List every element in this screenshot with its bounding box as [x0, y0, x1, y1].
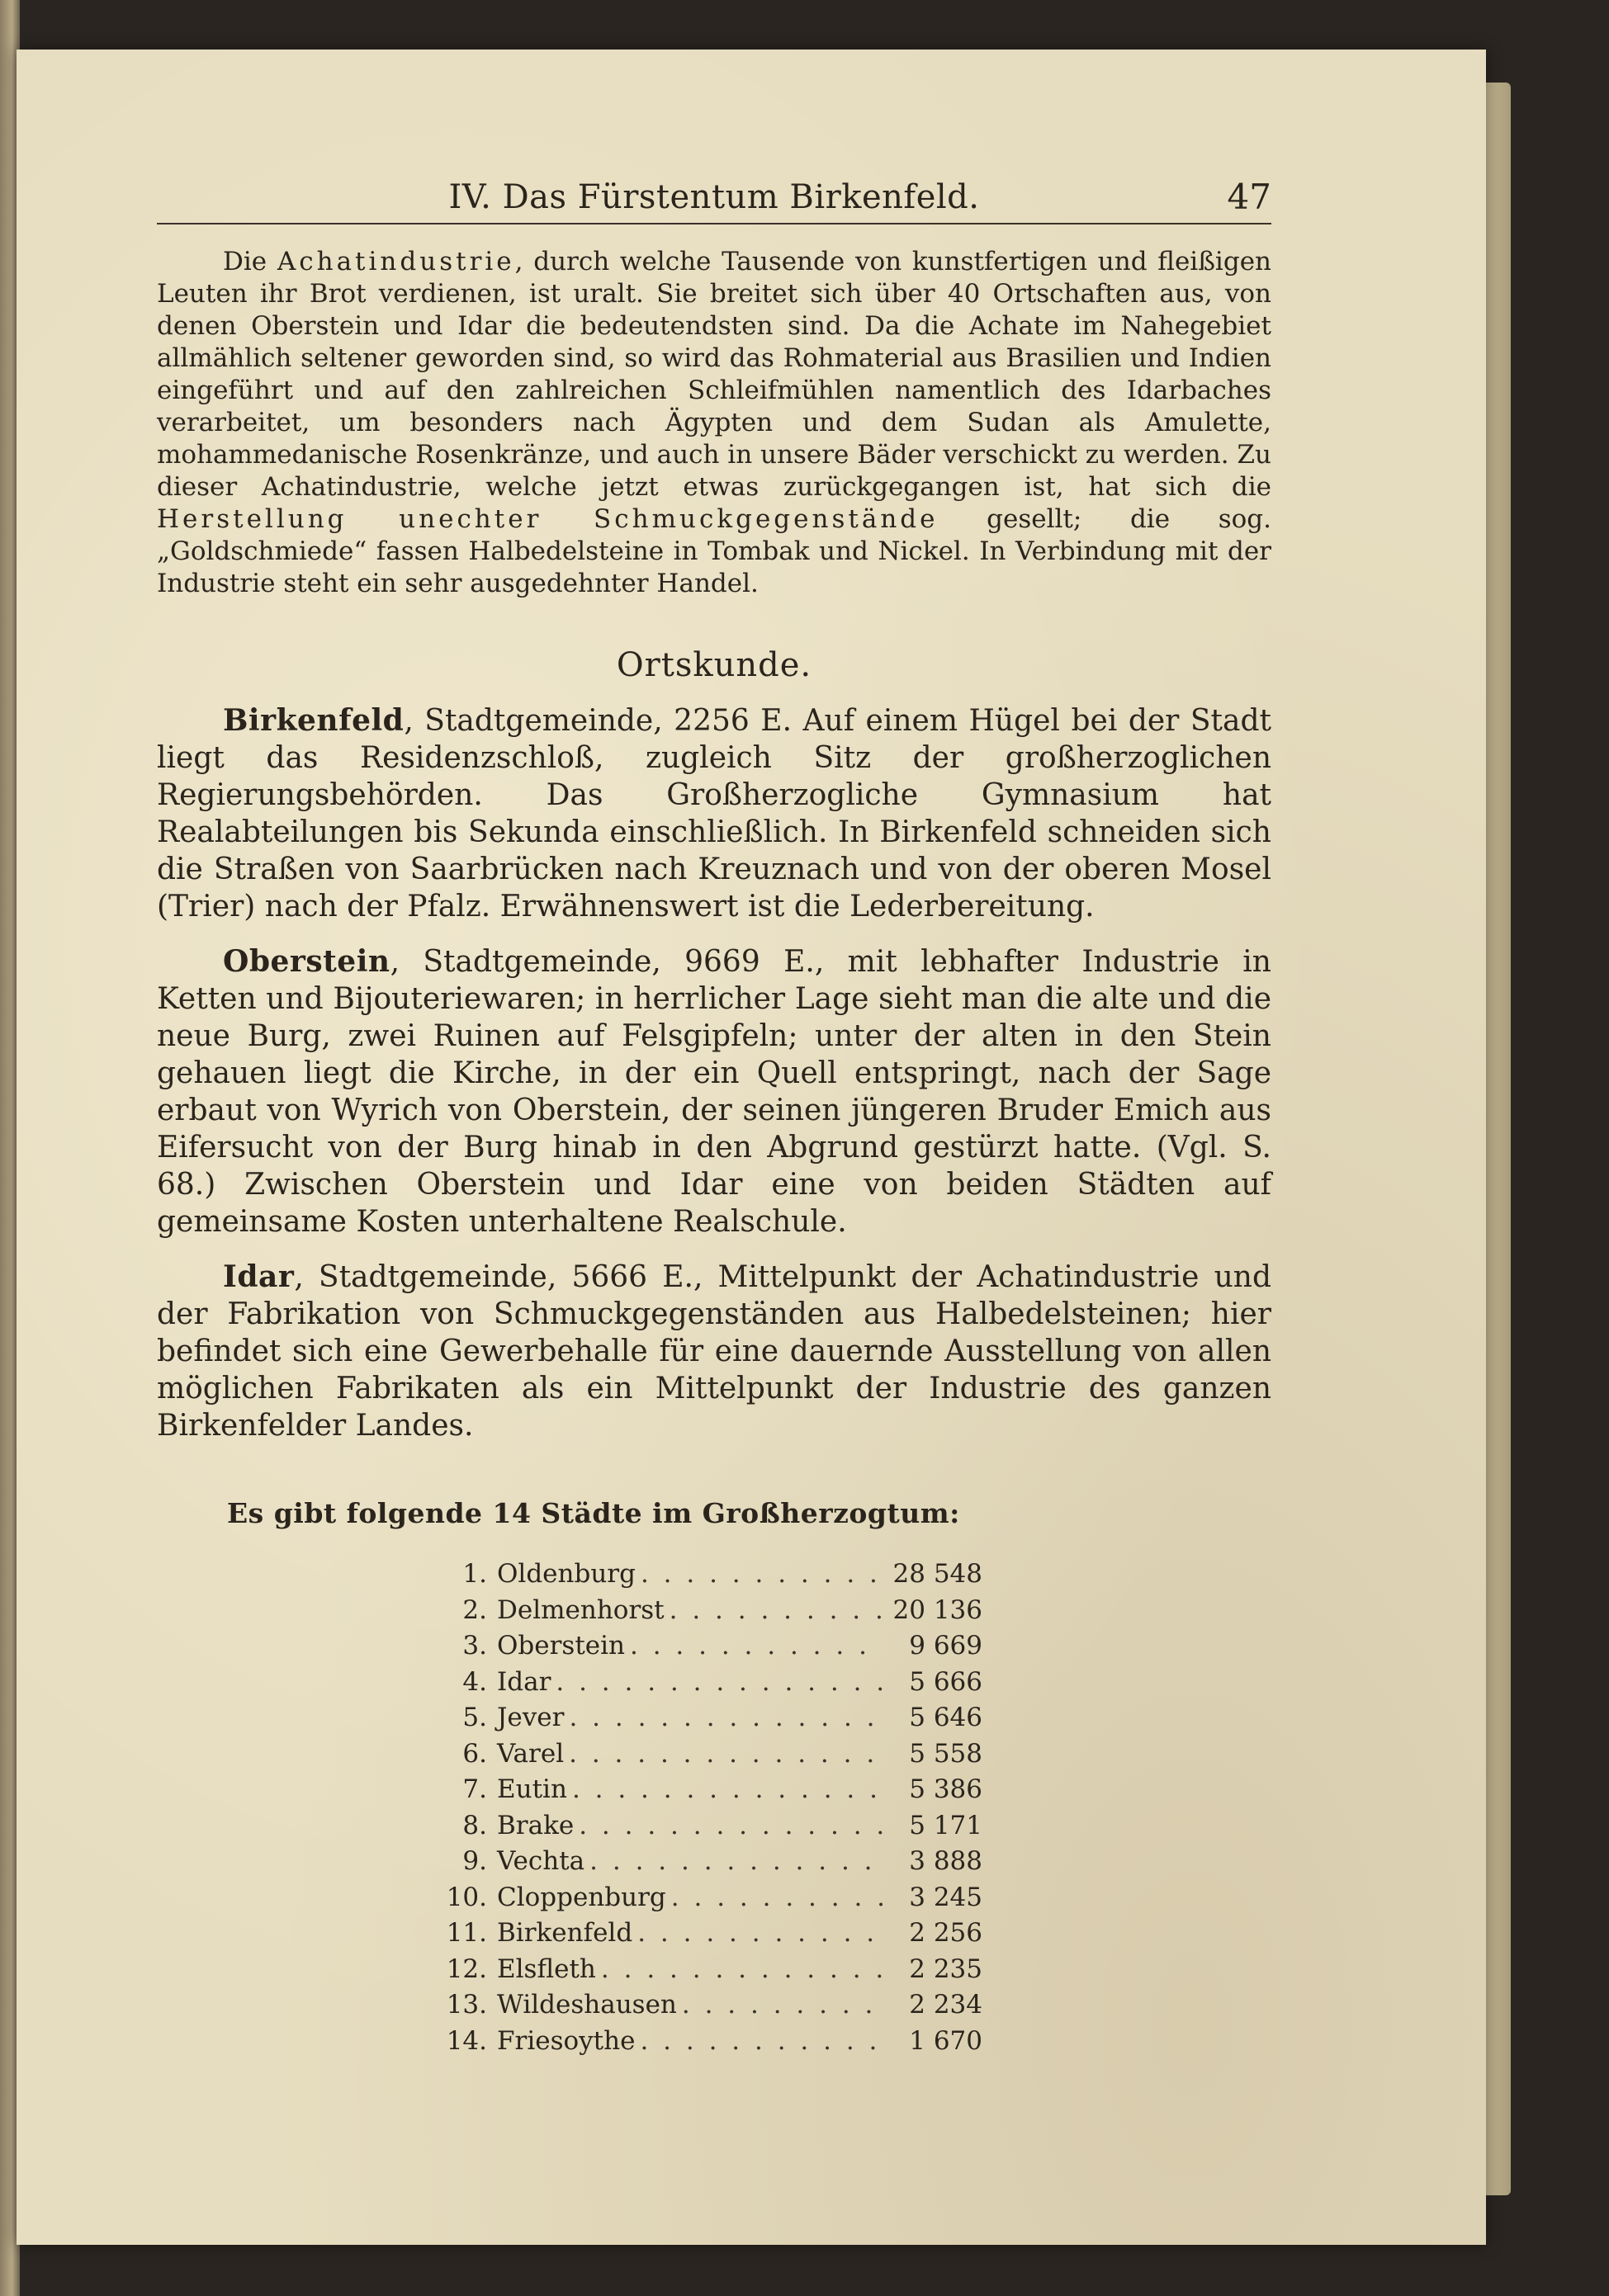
town-rank: 12.: [446, 1953, 487, 1984]
town-rank: 4.: [462, 1666, 487, 1697]
leader-dots: [641, 1559, 883, 1589]
town-rank: 8.: [462, 1810, 487, 1840]
town-population: 2 256: [909, 1918, 982, 1948]
town-rank: 7.: [462, 1774, 487, 1804]
town-rank: 1.: [462, 1559, 487, 1589]
leader-dots: [589, 1846, 883, 1876]
town-rank: 14.: [446, 2025, 487, 2056]
town-rank: 3.: [462, 1631, 487, 1661]
town-population: 5 666: [909, 1666, 982, 1697]
town-population: 5 386: [909, 1774, 982, 1804]
intro-lead: Die: [223, 247, 267, 276]
leader-dots: [579, 1811, 883, 1840]
header-title: IV. Das Fürstentum Birkenfeld.: [448, 178, 980, 216]
town-population: 5 558: [909, 1738, 982, 1769]
town-rank: 6.: [462, 1738, 487, 1769]
intro-paragraph: [157, 246, 1271, 600]
town-population: 5 171: [909, 1810, 982, 1840]
leader-dots: [601, 1954, 883, 1984]
list-item: [429, 2026, 982, 2062]
place-text: , Stadtgemeinde, 2256 E. Auf einem Hügel bei der Stadt liegt das Residenzschloß, zugleich Sitz der großherzoglichen Regierungsbehörden. Das Großherzogliche Gymnasium hat Realabteilungen bis Sekunda einschließlich. In Birkenfeld schneiden sich die Straßen von Saarbrücken nach Kreuznach und von der oberen Mosel (Trier) nach der Pfalz. Erwähnenswert ist die Lederbereitung.: [157, 704, 1271, 924]
list-item: [429, 1703, 982, 1739]
town-name: Oldenburg: [497, 1559, 636, 1589]
town-population: 9 669: [909, 1631, 982, 1661]
town-rank: 5.: [462, 1703, 487, 1732]
list-item: [429, 1631, 982, 1667]
town-population: 3 888: [909, 1846, 982, 1876]
leader-dots: [640, 2026, 883, 2056]
section-heading: Ortskunde.: [616, 646, 812, 684]
leader-dots: [637, 1918, 883, 1948]
town-name: Elsfleth: [497, 1953, 596, 1984]
list-item: [429, 1883, 982, 1919]
intro-spaced-term: Achatindustrie: [277, 247, 515, 276]
town-population: 2 235: [909, 1953, 982, 1984]
town-name: Cloppenburg: [497, 1882, 666, 1912]
town-population: 3 245: [909, 1882, 982, 1912]
town-name: Idar: [497, 1666, 551, 1697]
place-name: Idar: [223, 1259, 295, 1294]
page-content: [157, 173, 1271, 2062]
town-rank: 2.: [462, 1594, 487, 1625]
town-rank: 9.: [462, 1846, 487, 1876]
town-rank: 13.: [446, 1990, 487, 2020]
place-text: , Stadtgemeinde, 5666 E., Mittelpunkt der Achatindustrie und der Fabrikation von Schmuckgegenständen aus Halbedelsteinen; hier befindet sich eine Gewerbehalle für eine dauernde Ausstellung von allen möglichen Fabrikaten als ein Mittelpunkt der Industrie des ganzen Birkenfelder Landes.: [157, 1260, 1271, 1443]
town-name: Jever: [497, 1703, 565, 1732]
list-item: [429, 1595, 982, 1632]
town-name: Wildeshausen: [497, 1990, 677, 2020]
list-item: [429, 1811, 982, 1847]
towns-heading: Es gibt folgende 14 Städte im Großherzogtum:: [227, 1497, 960, 1529]
town-name: Oberstein: [497, 1631, 626, 1661]
place-entry-idar: [157, 1259, 1271, 1444]
list-item: [429, 1667, 982, 1703]
leader-dots: [556, 1667, 883, 1697]
intro-spaced-term-2: Herstellung unechter Schmuckgegenstände: [157, 504, 939, 534]
list-item: [429, 1774, 982, 1811]
town-name: Brake: [497, 1810, 575, 1840]
leader-dots: [671, 1883, 883, 1912]
list-item: [429, 1954, 982, 1991]
town-population: 5 646: [909, 1703, 982, 1732]
list-item: [429, 1559, 982, 1595]
towns-list: [429, 1559, 982, 2062]
leader-dots: [682, 1990, 883, 2020]
leader-dots: [569, 1739, 883, 1769]
leader-dots: [630, 1631, 883, 1661]
intro-text-2: gesellt; die sog. „Goldschmiede“ fassen Halbedelsteine in Tombak und Nickel. In Verbindung mit der Industrie steht ein sehr ausgedehnter Handel.: [157, 504, 1271, 598]
list-item: [429, 1739, 982, 1775]
town-population: 20 136: [892, 1594, 982, 1625]
running-header: [157, 173, 1271, 224]
place-entry-birkenfeld: [157, 702, 1271, 925]
list-item: [429, 1846, 982, 1883]
town-name: Friesoythe: [497, 2025, 636, 2056]
page-number: 47: [1227, 177, 1271, 217]
place-entry-oberstein: [157, 943, 1271, 1240]
town-rank: 11.: [446, 1918, 487, 1948]
book-page: [17, 50, 1486, 2245]
town-name: Birkenfeld: [497, 1918, 633, 1948]
town-name: Vechta: [497, 1846, 585, 1876]
place-text: , Stadtgemeinde, 9669 E., mit lebhafter Industrie in Ketten und Bijouteriewaren; in herrlicher Lage sieht man die alte und die neue Burg, zwei Ruinen auf Felsgipfeln; unter der alten in den Stein gehauen liegt die Kirche, in der ein Quell entspringt, nach der Sage erbaut von Wyrich von Oberstein, der seinen jüngeren Bruder Emich aus Eifersucht von der Burg hinab in den Abgrund gestürzt hatte. (Vgl. S. 68.) Zwischen Oberstein und Idar eine von beiden Städten auf gemeinsame Kosten unterhaltene Realschule.: [157, 945, 1271, 1239]
town-population: 28 548: [892, 1559, 982, 1589]
place-name: Oberstein: [223, 944, 390, 979]
town-name: Varel: [497, 1738, 565, 1769]
list-item: [429, 1918, 982, 1954]
place-name: Birkenfeld: [223, 703, 405, 738]
intro-text-1: , durch welche Tausende von kunstfertigen und fleißigen Leuten ihr Brot verdienen, ist uralt. Sie breitet sich über 40 Ortschaften aus, von denen Oberstein und Idar die bedeutendsten sind. Da die Achate im Nahegebiet allmählich seltener geworden sind, so wird das Rohmaterial aus Brasilien und Indien eingeführt und auf den zahlreichen Schleifmühlen namentlich des Idarbaches verarbeitet, um besonders nach Ägypten und dem Sudan als Amulette, mohammedanische Rosenkränze, und auch in unsere Bäder verschickt zu werden. Zu dieser Achatindustrie, welche jetzt etwas zurückgegangen ist, hat sich die: [157, 247, 1272, 502]
leader-dots: [572, 1774, 883, 1804]
town-name: Delmenhorst: [497, 1594, 665, 1625]
town-name: Eutin: [497, 1774, 567, 1804]
leader-dots: [670, 1595, 883, 1625]
town-population: 1 670: [909, 2025, 982, 2056]
town-population: 2 234: [909, 1990, 982, 2020]
leader-dots: [569, 1703, 883, 1732]
town-rank: 10.: [446, 1882, 487, 1912]
list-item: [429, 1990, 982, 2026]
